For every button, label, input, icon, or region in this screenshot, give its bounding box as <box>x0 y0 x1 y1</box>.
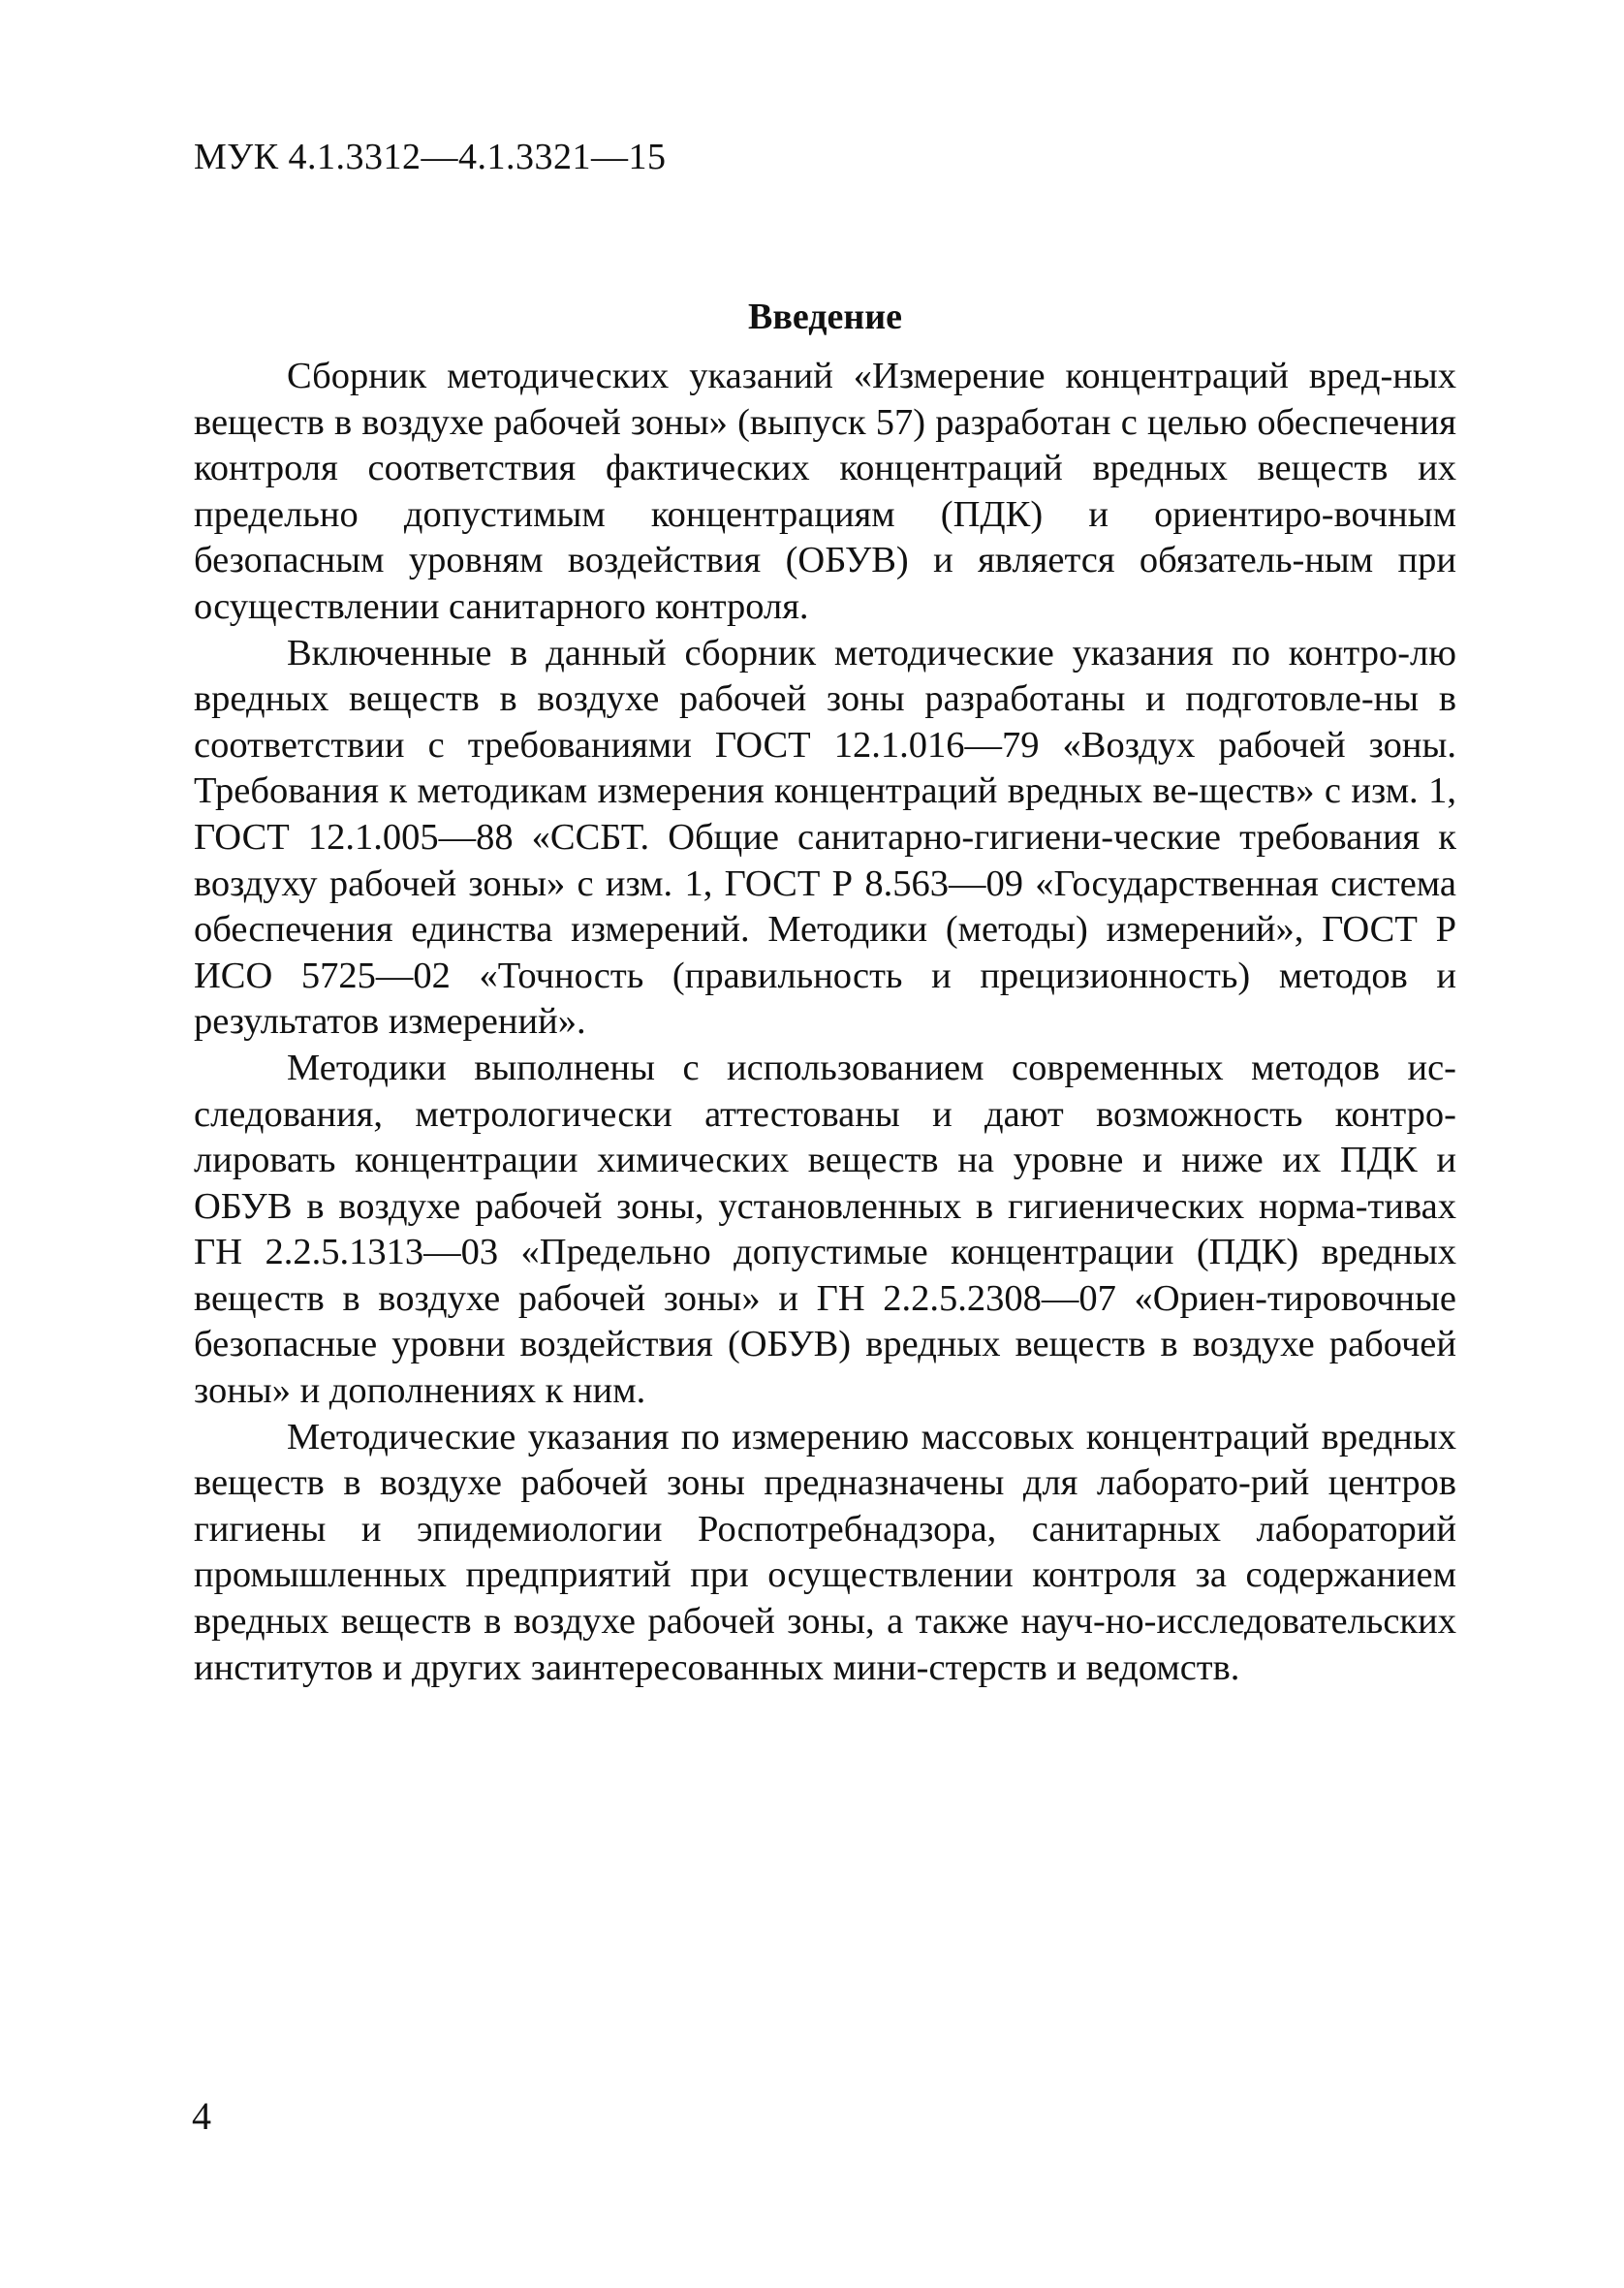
paragraph-standards: Включенные в данный сборник методические указания по контро-лю вредных веществ в воздухе рабочей зоны разработаны и подготовле-ны в соответствии с требованиями ГОСТ 12.1.016—79 «Воздух рабочей зоны. Требования к методикам измерения концентраций вредных ве-ществ» с изм. 1, ГОСТ 12.1.005—88 «ССБТ. Общие санитарно-гигиени-ческие требования к воздуху рабочей зоны» с изм. 1, ГОСТ Р 8.563—09 «Государственная система обеспечения единства измерений. Методики (методы) измерений», ГОСТ Р ИСО 5725—02 «Точность (правильность и прецизионность) методов и результатов измерений». <box>194 632 1456 1043</box>
paragraph-audience: Методические указания по измерению массовых концентраций вредных веществ в воздухе рабочей зоны предназначены для лаборато-рий центров гигиены и эпидемиологии Роспотребнадзора, санитарных лабораторий промышленных предприятий при осуществлении контроля за содержанием вредных веществ в воздухе рабочей зоны, а также науч-но-исследовательских институтов и других заинтересованных мини-стерств и ведомств. <box>194 1416 1456 1688</box>
section-title: Введение <box>748 297 902 337</box>
page-number: 4 <box>192 2094 211 2138</box>
paragraph-methods: Методики выполнены с использованием современных методов ис-следования, метрологически аттестованы и дают возможность контро-лировать концентрации химических веществ на уровне и ниже их ПДК и ОБУВ в воздухе рабочей зоны, установленных в гигиенических норма-тивах ГН 2.2.5.1313—03 «Предельно допустимые концентрации (ПДК) вредных веществ в воздухе рабочей зоны» и ГН 2.2.5.2308—07 «Ориен-тировочные безопасные уровни воздействия (ОБУВ) вредных веществ в воздухе рабочей зоны» и дополнениях к ним. <box>194 1047 1456 1412</box>
paragraph-purpose: Сборник методических указаний «Измерение концентраций вред-ных веществ в воздухе рабочей зоны» (выпуск 57) разработан с целью обеспечения контроля соответствия фактических концентраций вредных веществ их предельно допустимым концентрациям (ПДК) и ориентиро-вочным безопасным уровням воздействия (ОБУВ) и является обязатель-ным при осуществлении санитарного контроля. <box>194 356 1456 627</box>
running-header: МУК 4.1.3312—4.1.3321—15 <box>194 137 667 177</box>
body-text <box>194 354 1456 1691</box>
